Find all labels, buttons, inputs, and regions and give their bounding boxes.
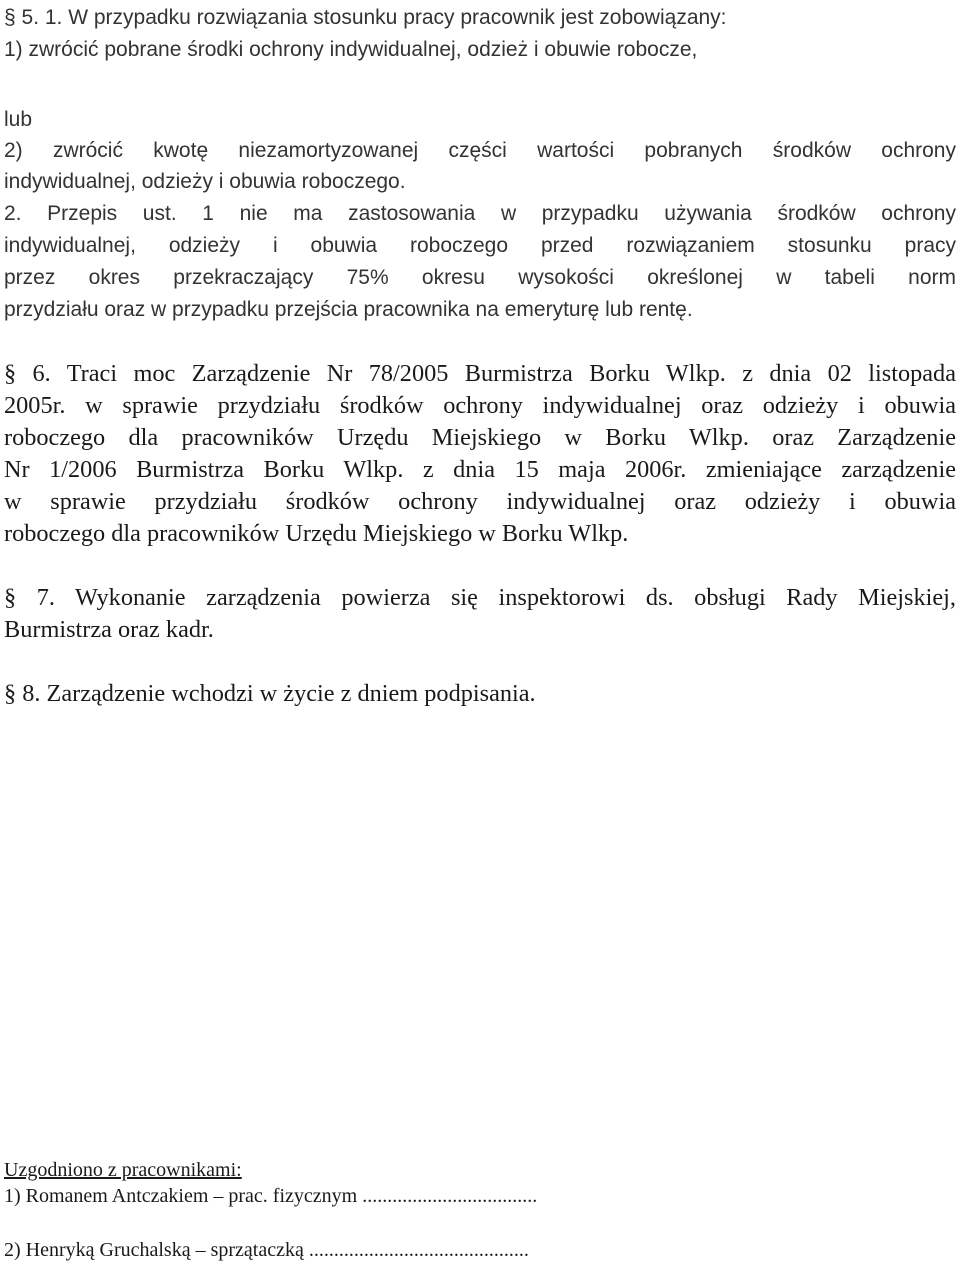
section-5-or: lub (4, 108, 33, 131)
section-7-line-2: Burmistrza oraz kadr. (4, 616, 214, 643)
section-5-par-2-line-3: przez okres przekraczający 75% okresu wysokości określonej w tabeli norm (4, 266, 956, 289)
section-8-line-1: § 8. Zarządzenie wchodzi w życie z dniem podpisania. (4, 680, 536, 707)
section-5-par-2-line-4: przydziału oraz w przypadku przejścia pracownika na emeryturę lub rentę. (4, 298, 693, 321)
section-5-item-2-line-2: indywidualnej, odzieży i obuwia roboczego. (4, 170, 406, 193)
section-5-par-2-line-1: 2. Przepis ust. 1 nie ma zastosowania w przypadku używania środków ochrony (4, 202, 956, 225)
section-5-par-2-line-2: indywidualnej, odzieży i obuwia roboczego przed rozwiązaniem stosunku pracy (4, 234, 956, 257)
consultation-heading: Uzgodniono z pracownikami: (4, 1159, 242, 1181)
section-6-line-4: Nr 1/2006 Burmistrza Borku Wlkp. z dnia 15 maja 2006r. zmieniające zarządzenie (4, 456, 956, 483)
consultation-item-2: 2) Henryką Gruchalską – sprzątaczką ............................................ (4, 1239, 529, 1261)
section-6-line-1: § 6. Traci moc Zarządzenie Nr 78/2005 Burmistrza Borku Wlkp. z dnia 02 listopada (4, 360, 956, 387)
consultation-footer (4, 1157, 956, 1263)
section-6-line-6: roboczego dla pracowników Urzędu Miejskiego w Borku Wlkp. (4, 520, 629, 547)
section-5-item-1: 1) zwrócić pobrane środki ochrony indywidualnej, odzież i obuwie robocze, (4, 38, 698, 61)
section-6-line-3: roboczego dla pracowników Urzędu Miejskiego w Borku Wlkp. oraz Zarządzenie (4, 424, 956, 451)
section-6-line-5: w sprawie przydziału środków ochrony indywidualnej oraz odzieży i obuwia (4, 488, 956, 515)
section-5-item-2-line-1: 2) zwrócić kwotę niezamortyzowanej części wartości pobranych środków ochrony (4, 139, 956, 162)
section-5-heading: § 5. 1. W przypadku rozwiązania stosunku pracy pracownik jest zobowiązany: (4, 6, 727, 29)
section-6-line-2: 2005r. w sprawie przydziału środków ochrony indywidualnej oraz odzieży i obuwia (4, 392, 956, 419)
section-7-line-1: § 7. Wykonanie zarządzenia powierza się inspektorowi ds. obsługi Rady Miejskiej, (4, 584, 956, 611)
consultation-item-1: 1) Romanem Antczakiem – prac. fizycznym ................................... (4, 1185, 538, 1207)
